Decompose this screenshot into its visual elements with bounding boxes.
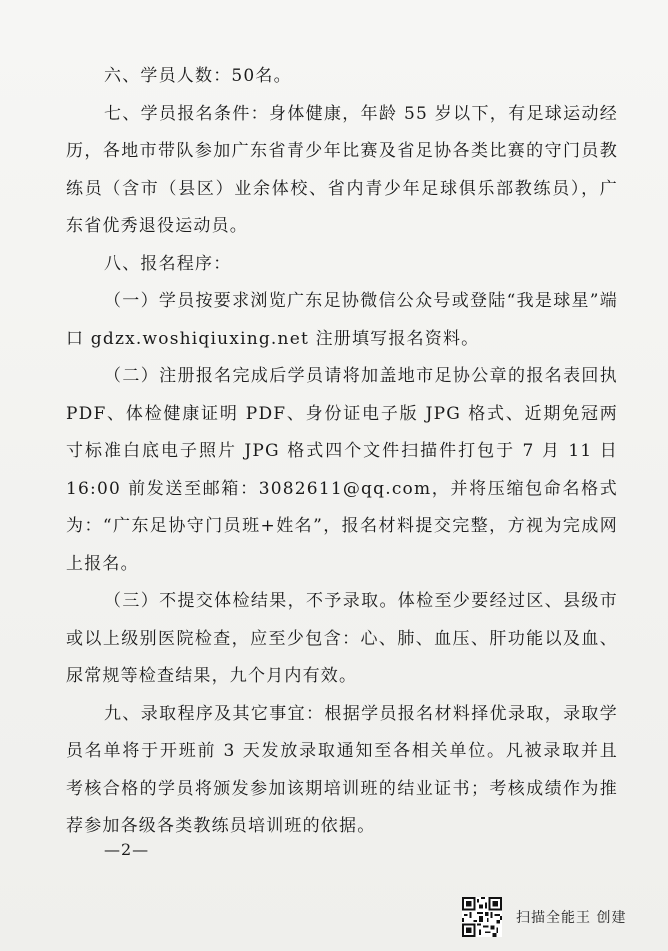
page-number: —2— [104,840,150,859]
paragraph-admission: 九、录取程序及其它事宜：根据学员报名材料择优录取，录取学员名单将于开班前 3 天发放录取通知至各相关单位。凡被录取并且考核合格的学员将颁发参加该期培训班的结业证书；考核成绩作为推荐参加各级各类教练员培训班的依据。 [66,703,618,836]
paragraph-eligibility: 七、学员报名条件：身体健康，年龄 55 岁以下，有足球运动经历，各地市带队参加广东省青少年比赛及省足协各类比赛的守门员教练员（含市（县区）业余体校、省内青少年足球俱乐部教练员），广东省优秀退役运动员。 [66,103,618,236]
paragraph-student-count: 六、学员人数：50名。 [104,66,292,86]
watermark-text: 扫描全能王 创建 [516,910,627,926]
qr-code-icon [462,897,502,937]
paragraph-registration-step-1: （一）学员按要求浏览广东足协微信公众号或登陆“我是球星”端口 gdzx.woshiqiuxing.net 注册填写报名资料。 [66,291,618,349]
paragraph-registration-step-2: （二）注册报名完成后学员请将加盖地市足协公章的报名表回执 PDF、体检健康证明 PDF、身份证电子版 JPG 格式、近期免冠两寸标准白底电子照片 JPG 格式四个文件扫描件打包于 7 月 11 日 16:00 前发送至邮箱：3082611@qq.com，并将压缩包命名格式为：“广东足协守门员班+姓名”，报名材料提交完整，方视为完成网上报名。 [66,366,618,574]
paragraph-registration-heading: 八、报名程序： [104,253,232,274]
paragraph-registration-step-3: （三）不提交体检结果，不予录取。体检至少要经过区、县级市或以上级别医院检查，应至少包含：心、肺、血压、肝功能以及血、尿常规等检查结果，九个月内有效。 [66,591,618,686]
document-body [66,58,618,846]
scanner-watermark [462,894,662,940]
